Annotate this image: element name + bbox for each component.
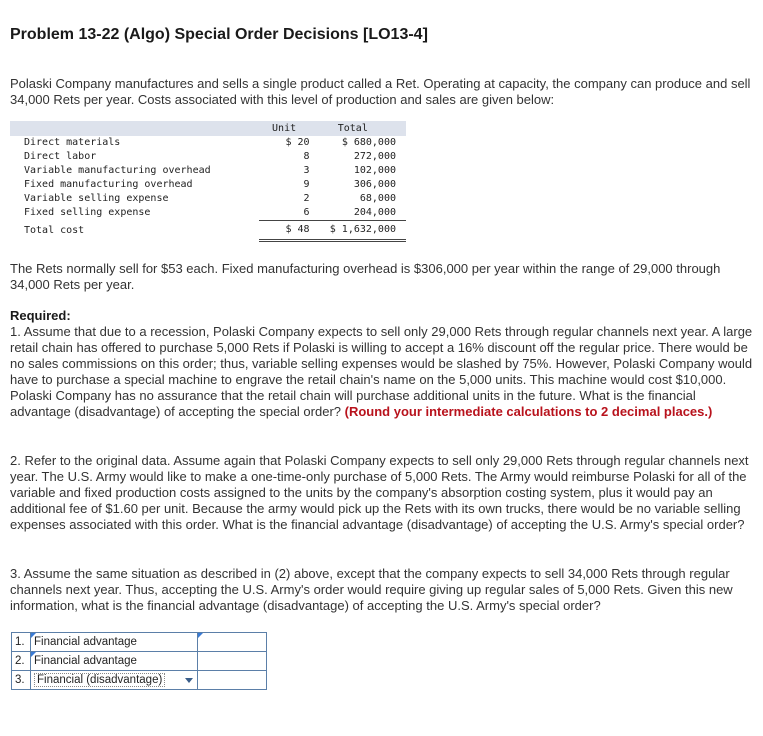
row-label: Fixed selling expense [24,207,151,219]
answer-marker-icon [31,652,36,657]
row-total: 272,000 [353,151,396,162]
answer-marker-icon [31,633,36,638]
cost-row-variable-mfg-overhead [10,164,406,178]
page-title: Problem 13-22 (Algo) Special Order Decisions [LO13-4] [10,26,428,43]
answer-table [11,632,267,690]
cost-row-direct-labor [10,150,406,164]
row-total: 306,000 [353,179,396,190]
row-label: Fixed manufacturing overhead [24,179,193,190]
row-label: Direct labor [24,151,97,162]
row-unit: 9 [303,179,310,190]
question-1-paragraph [10,308,758,420]
cost-row-fixed-selling [10,206,406,221]
cost-row-fixed-mfg-overhead [10,178,406,192]
normal-price-paragraph: The Rets normally sell for $53 each. Fixed manufacturing overhead is $306,000 per year within the range of 29,000 through 34,000 Rets per year. [10,261,721,292]
row-unit: 8 [303,151,310,162]
total-total: $ 1,632,000 [310,221,406,241]
answer-3-dropdown[interactable] [31,671,198,690]
header-unit: Unit [272,122,297,134]
intro-paragraph: Polaski Company manufactures and sells a single product called a Ret. Operating at capacity, the company can produce and sell 34,000 Rets per year. Costs associated with this level of production and sales are given below: [10,76,751,107]
row-total: 68,000 [359,193,396,204]
question-1-text: 1. Assume that due to a recession, Polaski Company expects to sell only 29,000 Rets through regular channels next year. A large retail chain has offered to purchase 5,000 Rets if Polaski is willing to accept a 16% discount off the regular price. There would be no sales commissions on this order; thus, variable selling expenses would be slashed by 75%. However, Polaski Company would have to purchase a special machine to engrave the retail chain's name on the 5,000 units. This machine would cost $10,000. Polaski Company has no assurance that the retail chain will purchase additional units in the future. What is the financial advantage (disadvantage) of accepting the special order? [10,324,753,419]
row-label: Direct materials [24,137,121,148]
answer-2-input[interactable] [198,652,267,671]
row-unit: 2 [303,193,310,204]
answer-2-selection: Financial advantage [34,655,137,667]
question-3-paragraph: 3. Assume the same situation as described in (2) above, except that the company expects to sell 34,000 Rets through regular channels next year. Thus, accepting the U.S. Army's order would require giving up regular sales of 5,000 Rets. Given this new information, what is the financial advantage (disadvantage) of accepting the U.S. Army's special order? [10,566,733,613]
header-total: Total [337,122,368,134]
answer-3-selection: Financial (disadvantage) [34,673,165,687]
input-marker-icon [198,633,203,638]
row-unit: 6 [259,206,310,221]
row-unit: $ 20 [285,137,310,148]
cost-row-total [10,221,406,241]
answer-number: 3. [12,671,31,690]
answer-2-dropdown[interactable] [31,652,198,671]
row-unit: 3 [303,165,310,176]
row-total: 102,000 [353,165,396,176]
answer-number: 1. [12,633,31,652]
answer-3-input[interactable] [198,671,267,690]
cost-table [10,121,406,242]
row-total: $ 680,000 [341,137,396,148]
cost-row-variable-selling [10,192,406,206]
answer-row-2 [12,652,267,671]
chevron-down-icon[interactable] [185,678,193,683]
answer-1-selection: Financial advantage [34,636,137,648]
row-label: Variable selling expense [24,193,169,204]
total-unit: $ 48 [259,221,310,241]
row-total: 204,000 [310,206,406,221]
question-2-paragraph: 2. Refer to the original data. Assume again that Polaski Company expects to sell only 29,000 Rets through regular channels next year. The U.S. Army would like to make a one-time-only purchase of 5,000 Rets. The Army would reimburse Polaski for all of the variable and fixed production costs assigned to the units by the company's absorption costing system, plus it would pay an additional fee of $1.60 per unit. Because the army would pick up the Rets with its own trucks, there would be no variable selling expenses associated with this order. What is the financial advantage (disadvantage) of accepting the U.S. Army's special order? [10,453,749,532]
rounding-instruction: (Round your intermediate calculations to 2 decimal places.) [344,404,713,419]
answer-row-3 [12,671,267,690]
cost-table-header [10,121,406,136]
row-label: Variable manufacturing overhead [24,165,211,176]
header-label [10,121,259,136]
answer-1-dropdown[interactable] [31,633,198,652]
required-heading: Required: [10,308,71,323]
total-label: Total cost [24,224,85,236]
answer-number: 2. [12,652,31,671]
cost-row-direct-materials [10,136,406,150]
answer-1-input[interactable] [198,633,267,652]
answer-row-1 [12,633,267,652]
